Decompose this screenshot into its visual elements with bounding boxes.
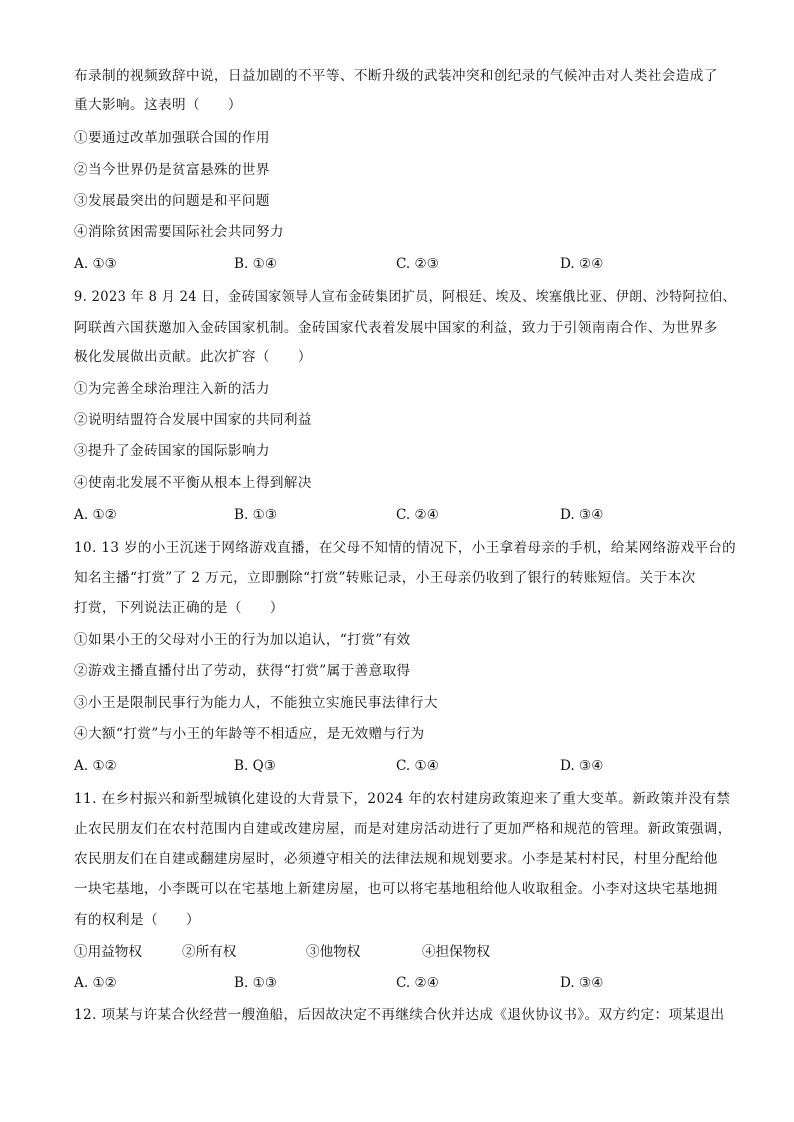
- q11-statement-4: ④担保物权: [422, 944, 490, 960]
- q11-option-d[interactable]: D. ③④: [560, 975, 604, 991]
- q8-stem-line-1: 布录制的视频致辞中说，日益加剧的不平等、不断升级的武装冲突和创纪录的气候冲击对人类社会造成了: [74, 68, 718, 84]
- q9-statement-1: ①为完善全球治理注入新的活力: [74, 381, 270, 397]
- q9-stem-line-3: 极化发展做出贡献。此次扩容（ ）: [74, 349, 312, 365]
- q10-stem-line-3: 打赏，下列说法正确的是（ ）: [74, 600, 284, 616]
- q11-option-a[interactable]: A. ①②: [74, 975, 117, 991]
- q12-stem-line-1: 12. 项某与许某合伙经营一艘渔船，后因故决定不再继续合伙并达成《退伙协议书》。双方约定：项某退出: [74, 1007, 725, 1023]
- q9-option-b[interactable]: B. ①③: [234, 507, 278, 523]
- q11-stem-line-5: 有的权利是（ ）: [74, 912, 200, 928]
- q8-statement-4: ④消除贫困需要国际社会共同努力: [74, 224, 284, 240]
- q11-stem-line-1: 11. 在乡村振兴和新型城镇化建设的大背景下，2024 年的农村建房政策迎来了重大变革。新政策并没有禁: [74, 791, 731, 807]
- q10-options: [74, 757, 734, 775]
- q11-statement-1: ①用益物权: [74, 944, 142, 960]
- q9-options: [74, 506, 734, 524]
- q10-statement-3: ③小王是限制民事行为能力人，不能独立实施民事法律行大: [74, 695, 438, 711]
- q8-option-d[interactable]: D. ②④: [560, 256, 604, 272]
- q8-statement-3: ③发展最突出的问题是和平问题: [74, 193, 270, 209]
- q9-statement-4: ④使南北发展不平衡从根本上得到解决: [74, 475, 312, 491]
- q11-statement-2: ②所有权: [182, 944, 237, 960]
- q9-stem-line-1: 9. 2023 年 8 月 24 日，金砖国家领导人宣布金砖集团扩员，阿根廷、埃及、埃塞俄比亚、伊朗、沙特阿拉伯、: [74, 289, 736, 305]
- q10-option-a[interactable]: A. ①②: [74, 758, 117, 774]
- q11-stem-line-2: 止农民朋友们在农村范围内自建或改建房屋，而是对建房活动进行了更加严格和规范的管理。新政策强调，: [74, 821, 732, 837]
- q9-option-d[interactable]: D. ③④: [560, 507, 604, 523]
- q9-statement-2: ②说明结盟符合发展中国家的共同利益: [74, 412, 312, 428]
- q10-statement-4: ④大额“打赏”与小王的年龄等不相适应，是无效赠与行为: [74, 726, 425, 742]
- q11-option-c[interactable]: C. ②④: [396, 975, 439, 991]
- q10-statement-2: ②游戏主播直播付出了劳动，获得“打赏”属于善意取得: [74, 663, 411, 679]
- q10-option-c[interactable]: C. ①④: [396, 758, 439, 774]
- q8-option-b[interactable]: B. ①④: [234, 256, 278, 272]
- q9-statement-3: ③提升了金砖国家的国际影响力: [74, 443, 270, 459]
- q8-options: [74, 255, 734, 273]
- q11-stem-line-3: 农民朋友们在自建或翻建房屋时，必须遵守相关的法律法规和规划要求。小李是某村村民，村里分配给他: [74, 851, 718, 867]
- q11-stem-line-4: 一块宅基地，小李既可以在宅基地上新建房屋，也可以将宅基地租给他人收取租金。小李对这块宅基地拥: [74, 881, 718, 897]
- q8-stem-line-2: 重大影响。这表明（ ）: [74, 97, 242, 113]
- q10-option-d[interactable]: D. ③④: [560, 758, 604, 774]
- q11-statement-3: ③他物权: [306, 944, 361, 960]
- q10-option-b[interactable]: B. Q③: [234, 758, 276, 774]
- q10-statement-1: ①如果小王的父母对小王的行为加以追认，“打赏”有效: [74, 632, 411, 648]
- q10-stem-line-2: 知名主播“打赏”了 2 万元，立即删除“打赏”转账记录，小王母亲仍收到了银行的转账短信。关于本次: [74, 570, 696, 586]
- q8-option-a[interactable]: A. ①③: [74, 256, 117, 272]
- q8-option-c[interactable]: C. ②③: [396, 256, 439, 272]
- q11-option-b[interactable]: B. ①③: [234, 975, 278, 991]
- q11-options: [74, 974, 734, 992]
- q8-statement-2: ②当今世界仍是贫富悬殊的世界: [74, 162, 270, 178]
- q9-stem-line-2: 阿联酋六国获邀加入金砖国家机制。金砖国家代表着发展中国家的利益，致力于引领南南合作、为世界多: [74, 320, 718, 336]
- q10-stem-line-1: 10. 13 岁的小王沉迷于网络游戏直播，在父母不知情的情况下，小王拿着母亲的手机，给某网络游戏平台的: [74, 540, 737, 556]
- q9-option-a[interactable]: A. ①②: [74, 507, 117, 523]
- q9-option-c[interactable]: C. ②④: [396, 507, 439, 523]
- q8-statement-1: ①要通过改革加强联合国的作用: [74, 130, 270, 146]
